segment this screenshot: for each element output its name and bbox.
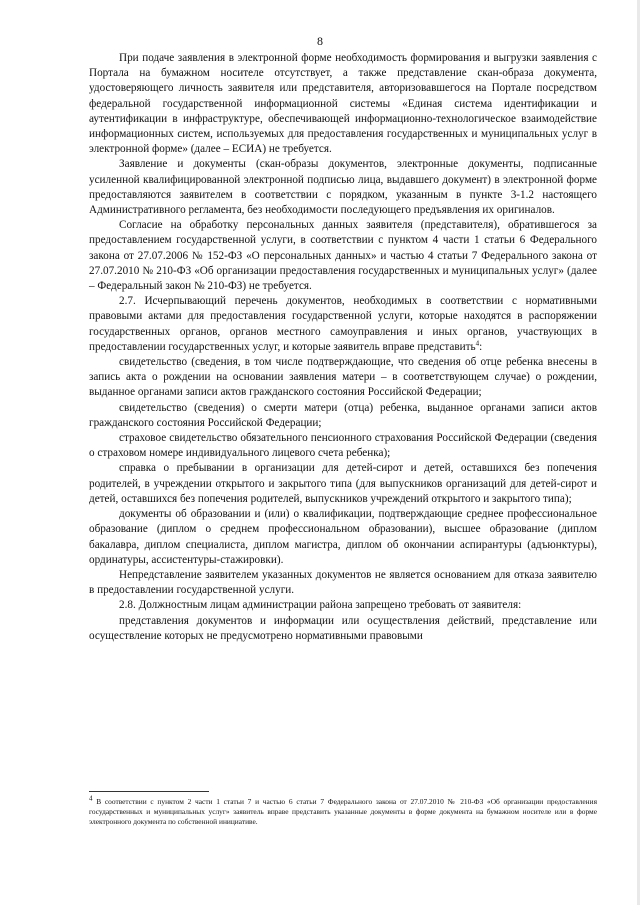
page-number: 8 <box>317 34 323 48</box>
footnote <box>89 794 597 828</box>
paragraph-2-7-colon: : <box>479 340 483 353</box>
paragraph-2-7-text: 2.7. Исчерпывающий перечень документов, необходимых в соответствии с нормативными правовыми актами для предоставления государственной услуги, которые находятся в распоряжении государственных органов, органов местного самоуправления и иных органов, участвующих в предоставлении государственных услуг, и которые заявитель вправе представить <box>89 295 597 353</box>
footnote-marker: 4 <box>89 794 93 803</box>
list-item-insurance-certificate: страховое свидетельство обязательного пенсионного страхования Российской Федерации (сведения о страховом номере индивидуального лицевого счета ребенка); <box>89 432 597 460</box>
list-item-birth-certificate: свидетельство (сведения, в том числе подтверждающие, что сведения об отце ребенка внесены в запись акта о рождении на основании заявления матери – в соответствующем случае) о рождении, выданное органами записи актов гражданского состояния Российской Федерации; <box>89 356 597 399</box>
paragraph-2-8-heading: 2.8. Должностным лицам администрации района запрещено требовать от заявителя: <box>119 599 522 612</box>
paragraph-scanned-documents: Заявление и документы (скан-образы документов, электронные документы, подписанные усиленной квалифицированной электронной подписью лица, выдавшего документ) в электронной форме предоставляются заявителем в соответствии с порядком, указанным в пункте 3-1.2 настоящего Административного регламента, без необходимости последующего предъявления их оригиналов. <box>89 158 597 217</box>
paragraph-electronic-submission: При подаче заявления в электронной форме необходимость формирования и выгрузки заявления с Портала на бумажном носителе отсутствует, а также представление скан-образа документа, удостоверяющего личность заявителя или представителя, авторизовавшегося на Портале посредством федеральной государственной информационной системы «Единая система идентификации и аутентификации в инфраструктуре, обеспечивающей информационно-технологическое взаимодействие информационных систем, используемых для предоставления государственных и муниципальных услуг в электронной форме» (далее – ЕСИА) не требуется. <box>89 52 597 156</box>
footnote-text: В соответствии с пунктом 2 части 1 статьи 7 и частью 6 статьи 7 Федерального закона от 27.07.2010 № 210-ФЗ «Об организации предоставления государственных и муниципальных услуг» заявитель вправе представить указанные документы в форме документа на бумажном носителе или в форме электронного документа по собственной инициативе. <box>89 797 597 827</box>
list-item-orphanage-certificate: справка о пребывании в организации для детей-сирот и детей, оставшихся без попечения родителей, в учреждении открытого и закрытого типа (для выпускников организаций для детей-сирот и детей, оставшихся без попечения родителей, выпускников учреждений открытого и закрытого типа); <box>89 462 597 505</box>
document-body <box>89 51 597 644</box>
paragraph-2-7-heading <box>89 294 597 355</box>
paragraph-prohibited-requirements: представления документов и информации или осуществления действий, представление или осуществление которых не предусмотрено нормативными правовыми <box>89 614 597 642</box>
paragraph-personal-data-consent: Согласие на обработку персональных данных заявителя (представителя), обратившегося за предоставлением государственной услуги, в соответствии с пунктом 4 части 1 статьи 6 Федерального закона от 27.07.2006 № 152-ФЗ «О персональных данных» и частью 4 статьи 7 Федерального закона от 27.07.2010 № 210-ФЗ «Об организации предоставления государственных и муниципальных услуг» (далее – Федеральный закон № 210-ФЗ) не требуется. <box>89 219 597 293</box>
list-item-education-documents: документы об образовании и (или) о квалификации, подтверждающие среднее профессиональное образование (диплом о среднем профессиональном образовании), высшее образование (диплом бакалавра, диплом специалиста, диплом магистра, диплом об окончании аспирантуры (адъюнктуры), ординатуры, ассистентуры-стажировки). <box>89 508 597 566</box>
footnote-reference: 4 <box>475 339 480 348</box>
list-item-death-certificate: свидетельство (сведения) о смерти матери (отца) ребенка, выданное органами записи актов гражданского состояния Российской Федерации; <box>89 401 597 429</box>
paragraph-non-submission: Непредставление заявителем указанных документов не является основанием для отказа заявителю в предоставлении государственной услуги. <box>89 568 597 597</box>
footnote-separator <box>89 791 209 792</box>
